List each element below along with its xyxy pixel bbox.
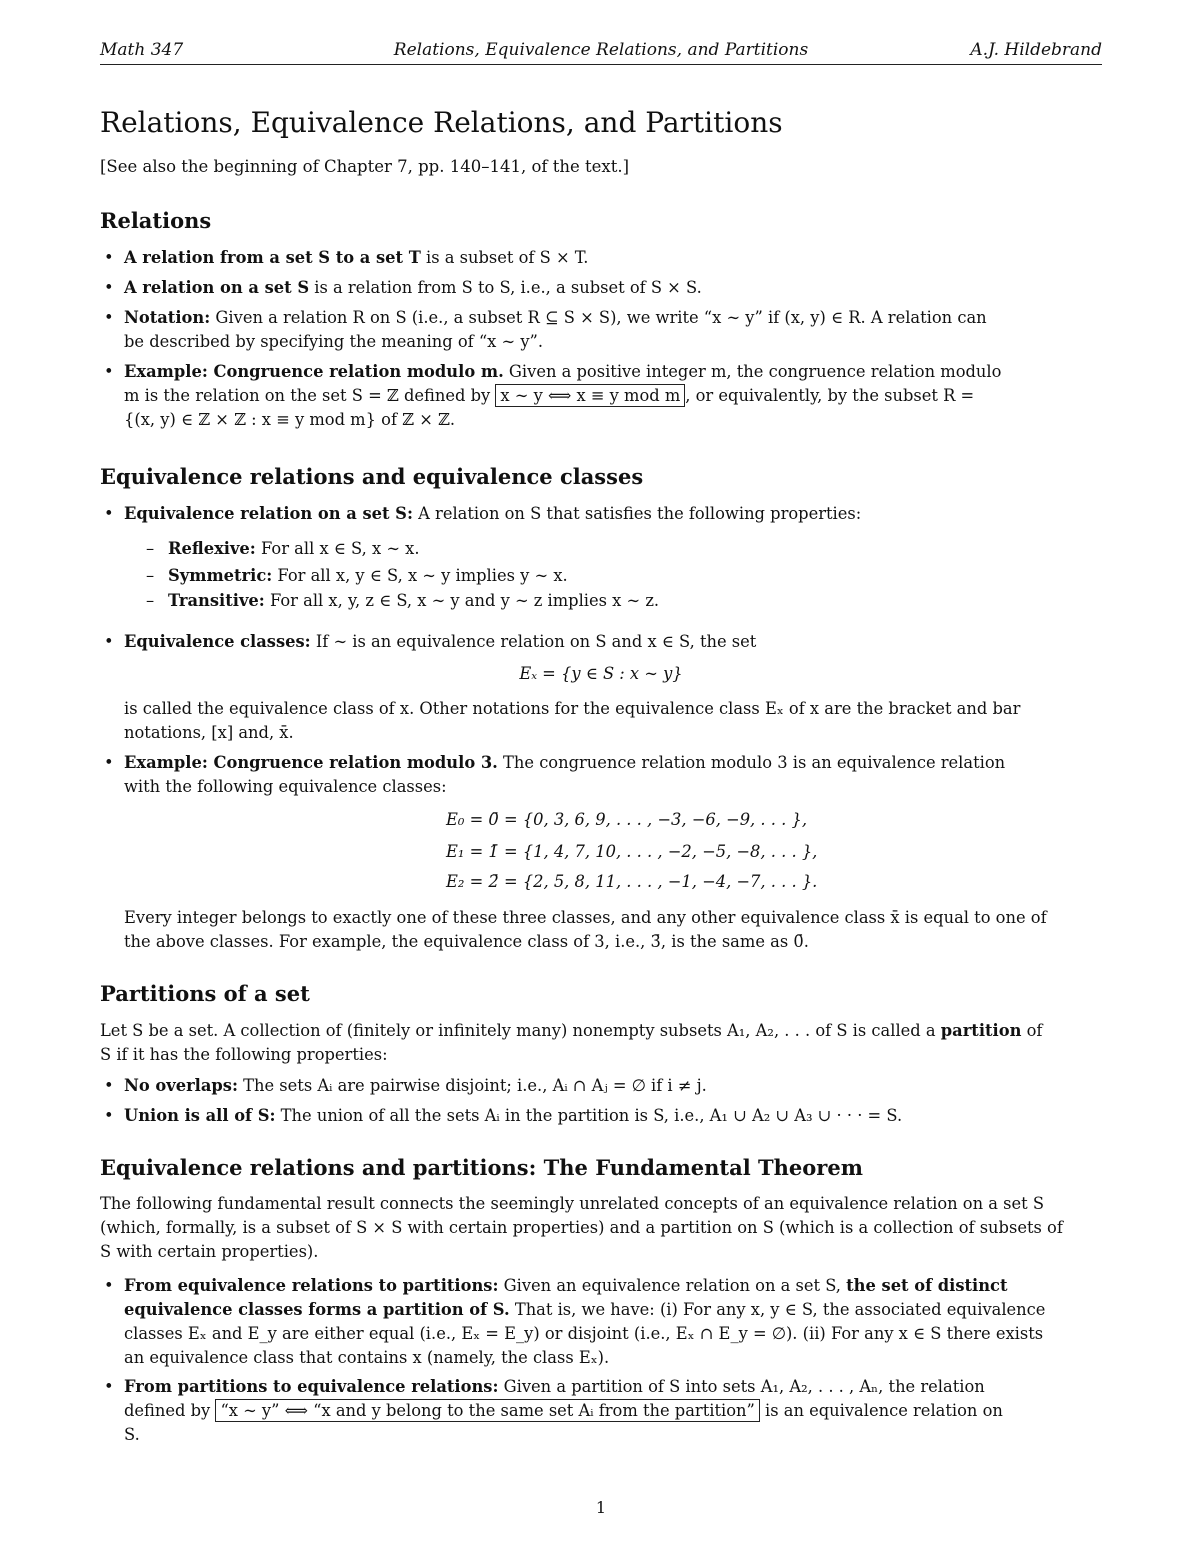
equation-class-2: E₂ = 2̄ = {2, 5, 8, 11, . . . , −1, −4, −7, . . . }. [446,872,818,891]
bullet-partition-to-equiv: • From partitions to equivalence relations: Given a partition of S into sets A₁, A₂, . . . , Aₙ, the relation defined by “x ∼ y” ⟺ “x and y belong to the same set Aᵢ from the partition” is an equivalence relation on S. [104,1377,1003,1444]
heading-relations: Relations [100,208,212,233]
page-title: Relations, Equivalence Relations, and Partitions [100,106,783,139]
paragraph-text: (which, formally, is a subset of S × S with certain properties) and a partition on S (which is a collection of subsets of [100,1218,1063,1237]
heading-equivalence: Equivalence relations and equivalence classes [100,464,644,489]
partition-intro [100,1019,1102,1067]
paragraph-text: S with certain properties). [100,1242,319,1261]
bullet-equivalence-relation: • Equivalence relation on a set S: A relation on S that satisfies the following properties: [104,504,862,523]
bullet-text: m is the relation on the set S = ℤ defined by [124,386,496,405]
page-number: 1 [595,1498,607,1517]
bold-term: From partitions to equivalence relations: [124,1377,499,1396]
bullet-text: If ∼ is an equivalence relation on S and x ∈ S, the set [310,632,757,651]
bullet-no-overlaps: • No overlaps: The sets Aᵢ are pairwise disjoint; i.e., Aᵢ ∩ Aⱼ = ∅ if i ≠ j. [104,1076,707,1095]
bold-term: From equivalence relations to partitions: [124,1276,499,1295]
reference-note: [See also the beginning of Chapter 7, pp. 140–141, of the text.] [100,157,630,176]
bullet-text: For all x, y, z ∈ S, x ∼ y and y ∼ z implies x ∼ z. [264,591,660,610]
bullet-text: Given a positive integer m, the congruence relation modulo [503,362,1002,381]
bullet-text: That is, we have: (i) For any x, y ∈ S, the associated equivalence [509,1300,1046,1319]
theorem-intro [100,1192,1102,1264]
paragraph-text: Let S be a set. A collection of (finitely or infinitely many) nonempty subsets A₁, A₂, . . . of S is called a [100,1021,941,1040]
bold-term: Union is all of S: [124,1106,276,1125]
bullet-text: is a subset of S × T. [420,248,589,267]
mod3-explanation [124,906,1102,954]
equivalence-class-notes [124,697,1102,745]
bullet-text: an equivalence class that contains x (namely, the class Eₓ). [124,1348,610,1367]
bold-term: Symmetric: [168,566,273,585]
bullet-text: defined by [124,1401,216,1420]
bullet-text: Given a partition of S into sets A₁, A₂, . . . , Aₙ, the relation [498,1377,985,1396]
bullet-text: , or equivalently, by the subset R = [685,386,975,405]
bullet-text: Given a relation R on S (i.e., a subset R ⊆ S × S), we write “x ∼ y” if (x, y) ∈ R. A relation can [210,308,987,327]
bullet-text: is called the equivalence class of x. Other notations for the equivalence class Eₓ of x are the bracket and bar [124,699,1021,718]
bold-term: A relation on a set S [124,278,310,297]
bullet-example-mod3: • Example: Congruence relation modulo 3. The congruence relation modulo 3 is an equivalence relation with the following equivalence classes: [104,753,1006,796]
running-header [100,38,1102,65]
bullet-text: notations, [x] and, x̄. [124,723,294,742]
bullet-text: The sets Aᵢ are pairwise disjoint; i.e., Aᵢ ∩ Aⱼ = ∅ if i ≠ j. [237,1076,707,1095]
bullet-text: {(x, y) ∈ ℤ × ℤ : x ≡ y mod m} of ℤ × ℤ. [124,410,456,429]
bullet-text: is a relation from S to S, i.e., a subset of S × S. [309,278,702,297]
property-transitive: – Transitive: For all x, y, z ∈ S, x ∼ y and y ∼ z implies x ∼ z. [146,591,660,610]
bullet-text: For all x ∈ S, x ∼ x. [255,539,420,558]
bullet-text: Every integer belongs to exactly one of these three classes, and any other equivalence class x̄ is equal to one of [124,908,1047,927]
bold-term: Transitive: [168,591,265,610]
boxed-relation-definition: “x ∼ y” ⟺ “x and y belong to the same set Aᵢ from the partition” [215,1399,759,1422]
bullet-example-congruence: • Example: Congruence relation modulo m. Given a positive integer m, the congruence relation modulo m is the relation on the set S = ℤ defined by x ∼ y ⟺ x ≡ y mod m , or equivalently, by the subset R = {(x, y) ∈ ℤ × ℤ : x ≡ y mod m} of ℤ × ℤ. [104,362,1002,429]
bold-term: Equivalence relation on a set S: [124,504,413,523]
bullet-text: with the following equivalence classes: [124,777,447,796]
equation-class-1: E₁ = 1̄ = {1, 4, 7, 10, . . . , −2, −5, −8, . . . }, [446,842,818,861]
bullet-relation-on: • A relation on a set S is a relation from S to S, i.e., a subset of S × S. [104,278,702,297]
bullet-text: is an equivalence relation on [759,1401,1003,1420]
heading-fundamental-theorem: Equivalence relations and partitions: The Fundamental Theorem [100,1155,863,1180]
bold-term: Equivalence classes: [124,632,311,651]
header-topic: Relations, Equivalence Relations, and Partitions [393,40,809,60]
bullet-equiv-to-partition: • From equivalence relations to partitions: Given an equivalence relation on a set S, the set of distinct equivalence classes forms a partition of S. That is, we have: (i) For any x, y ∈ S, the associated equivalence classes Eₓ and E_y are either equal (i.e., Eₓ = E_y) or disjoint (i.e., Eₓ ∩ E_y = ∅). (ii) For any x ∈ S there exists an equivalence class that contains x (namely, the class Eₓ). [104,1276,1046,1367]
bold-term: A relation from a set S to a set T [124,248,421,267]
bold-term: Example: Congruence relation modulo 3. [124,753,498,772]
bullet-notation: • Notation: Given a relation R on S (i.e., a subset R ⊆ S × S), we write “x ∼ y” if (x, y) ∈ R. A relation can be described by specifying the meaning of “x ∼ y”. [104,308,987,351]
bold-term: equivalence classes forms a partition of S. [124,1300,510,1319]
bold-term: No overlaps: [124,1076,238,1095]
bullet-relation-from: • A relation from a set S to a set T is a subset of S × T. [104,248,589,267]
property-symmetric: – Symmetric: For all x, y ∈ S, x ∼ y implies y ∼ x. [146,566,568,585]
equation-class-definition: Eₓ = {y ∈ S : x ∼ y} [519,664,683,683]
bullet-text: Given an equivalence relation on a set S, [498,1276,847,1295]
heading-partitions: Partitions of a set [100,981,310,1006]
paragraph-text: of [1021,1021,1043,1040]
header-course: Math 347 [100,40,184,60]
bold-term: Notation: [124,308,211,327]
bold-term: Reflexive: [168,539,256,558]
bullet-text: For all x, y ∈ S, x ∼ y implies y ∼ x. [272,566,568,585]
bullet-text: The congruence relation modulo 3 is an equivalence relation [497,753,1006,772]
bold-term: the set of distinct [846,1276,1008,1295]
paragraph-text: S if it has the following properties: [100,1045,388,1064]
bullet-text: classes Eₓ and E_y are either equal (i.e., Eₓ = E_y) or disjoint (i.e., Eₓ ∩ E_y = ∅). (ii) For any x ∈ S there exists [124,1324,1044,1343]
boxed-definition: x ∼ y ⟺ x ≡ y mod m [495,384,685,407]
header-author: A.J. Hildebrand [970,40,1102,60]
bullet-text: A relation on S that satisfies the following properties: [412,504,862,523]
property-reflexive: – Reflexive: For all x ∈ S, x ∼ x. [146,539,420,558]
equation-class-0: E₀ = 0̄ = {0, 3, 6, 9, . . . , −3, −6, −9, . . . }, [446,810,807,829]
bullet-text: S. [124,1425,140,1444]
bullet-text: be described by specifying the meaning of “x ∼ y”. [124,332,544,351]
bold-term: partition [940,1021,1022,1040]
bullet-equivalence-classes: • Equivalence classes: If ∼ is an equivalence relation on S and x ∈ S, the set [104,632,757,651]
bullet-text: the above classes. For example, the equivalence class of 3, i.e., 3̄, is the same as 0̄. [124,932,809,951]
bold-term: Example: Congruence relation modulo m. [124,362,504,381]
bullet-text: The union of all the sets Aᵢ in the partition is S, i.e., A₁ ∪ A₂ ∪ A₃ ∪ · · · = S. [275,1106,903,1125]
paragraph-text: The following fundamental result connects the seemingly unrelated concepts of an equivalence relation on a set S [100,1194,1045,1213]
bullet-union: • Union is all of S: The union of all the sets Aᵢ in the partition is S, i.e., A₁ ∪ A₂ ∪ A₃ ∪ · · · = S. [104,1106,903,1125]
